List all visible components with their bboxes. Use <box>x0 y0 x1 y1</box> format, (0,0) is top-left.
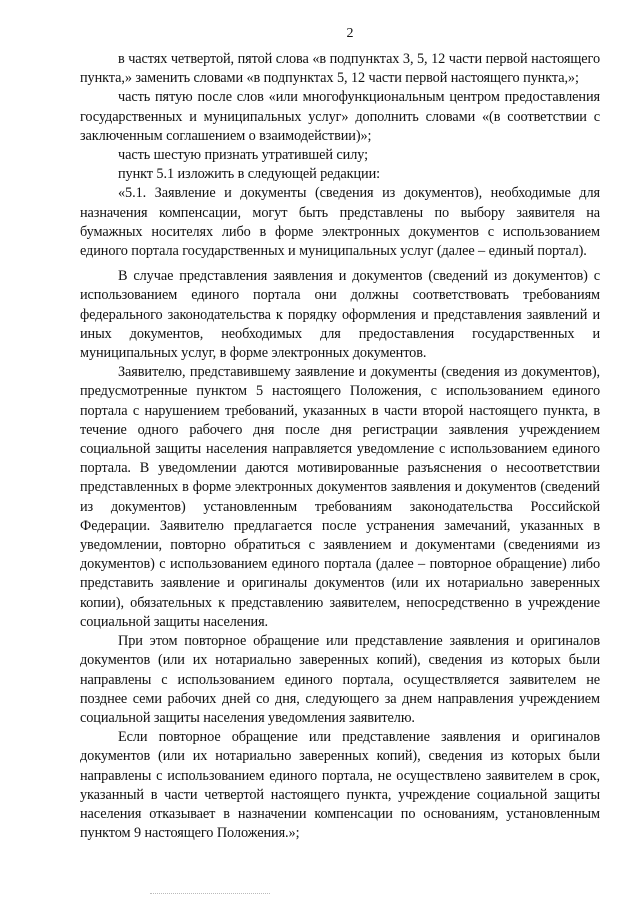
paragraph-5: «5.1. Заявление и документы (сведения из документов), необходимые для назначения компенсации, могут быть представлены по выбору заявителя на бумажных носителях либо в форме электронных документов с использованием единого портала государственных и муниципальных услуг (далее – единый портал). <box>80 185 600 260</box>
paragraph-7: Заявителю, представившему заявление и документы (сведения из документов), предусмотренные пунктом 5 настоящего Положения, с использованием единого портала с нарушением требований, указанных в части второй настоящего пункта, в течение одного рабочего дня после дня регистрации заявления учреждением социальной защиты населения направляется уведомление с использованием единого портала. В уведомлении даются мотивированные разъяснения о несоответствии представленных в форме электронных документов заявления и документов (сведений из документов) установленным требованиям законодательства Российской Федерации. Заявителю предлагается после устранения замечаний, указанных в уведомлении, повторно обратиться с заявлением и документами (сведениями из документов) с использованием единого портала (далее – повторное обращение) либо представить заявление и оригиналы документов (или их нотариально заверенных копии), обязательных к представлению заявителем, непосредственно в учреждение социальной защиты населения. <box>80 364 600 630</box>
paragraph-8: При этом повторное обращение или представление заявления и оригиналов документов (или их нотариально заверенных копий), сведения из которых были направлены с использованием единого портала, осуществляется заявителем не позднее семи рабочих дней со дня, следующего за днем направления учреждением социальной защиты населения уведомления заявителю. <box>80 633 600 726</box>
paragraph-1: в частях четвертой, пятой слова «в подпунктах 3, 5, 12 части первой настоящего пункта,» заменить словами «в подпунктах 5, 12 части первой настоящего пункта,»; <box>80 51 600 87</box>
paragraph-6: В случае представления заявления и документов (сведений из документов) с использованием единого портала они должны соответствовать требованиям федерального законодательства к порядку оформления и представления заявлений и иных документов, необходимых для предоставления государственных и муниципальных услуг, в форме электронных документов. <box>80 268 600 362</box>
paragraph-9: Если повторное обращение или представление заявления и оригиналов документов (или их нотариально заверенных копий), сведения из которых были направлены с использованием единого портала, не осуществлено заявителем в срок, указанный в части четвертой настоящего пункта, учреждение социальной защиты населения отказывает в назначении компенсации по основаниям, установленным пунктом 9 настоящего Положения.»; <box>80 729 600 842</box>
page-number: 2 <box>346 26 354 41</box>
paragraph-2: часть пятую после слов «или многофункциональным центром предоставления государственных и муниципальных услуг» дополнить словами «(в соответствии с заключенным соглашением о взаимодействии)»; <box>80 89 600 144</box>
paragraph-4: пункт 5.1 изложить в следующей редакции: <box>118 166 381 183</box>
paragraph-3: часть шестую признать утратившей силу; <box>118 147 368 164</box>
scan-artifact <box>150 893 270 898</box>
